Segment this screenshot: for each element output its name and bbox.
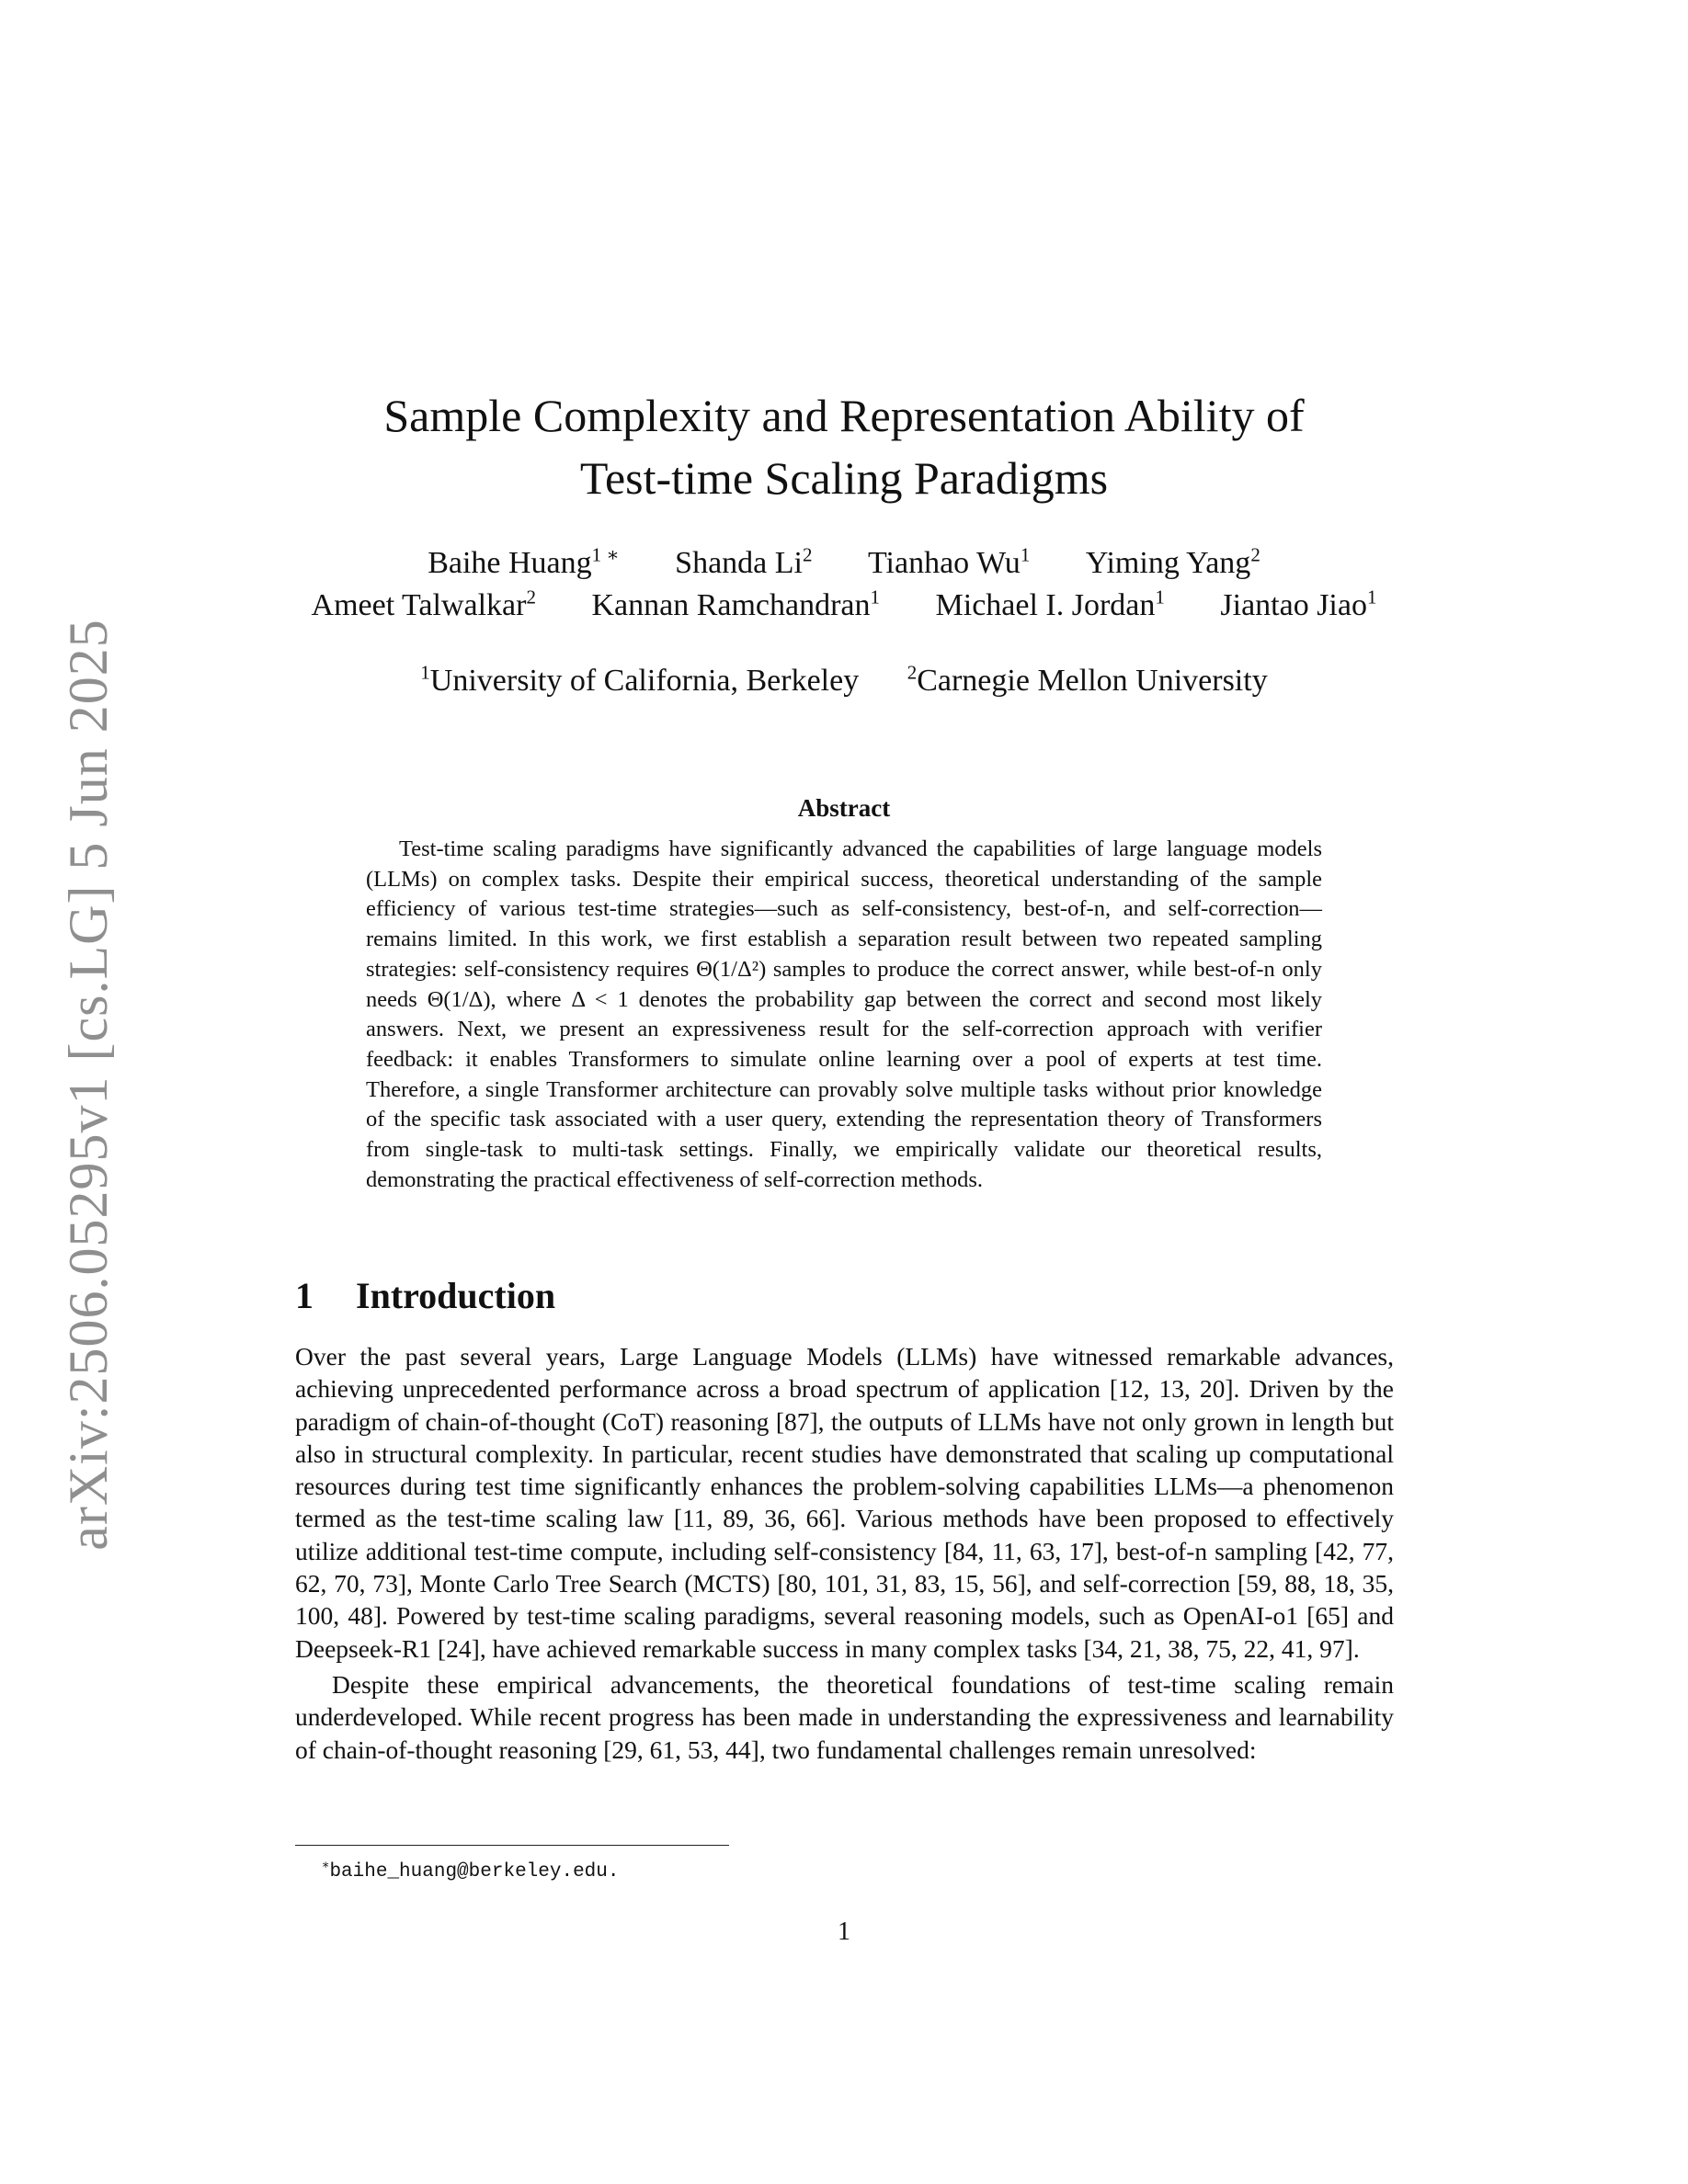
page-number: 1 — [838, 1917, 850, 1946]
section-title: Introduction — [356, 1275, 556, 1316]
footnote-divider — [295, 1845, 729, 1846]
author — [1220, 585, 1376, 627]
affiliation-mark: 2 — [907, 661, 918, 684]
affiliation — [420, 660, 859, 702]
author-name: Baihe Huang — [428, 546, 592, 580]
author-name: Yiming Yang — [1085, 546, 1251, 580]
author — [675, 542, 812, 585]
author — [428, 542, 619, 585]
abstract-text: Test-time scaling paradigms have significantly advanced the capabilities of large language models (LLMs) on complex tasks. Despite their empirical success, theoretical understanding of the sample efficiency of various test-time strategies—such as self-consistency, best-of-n, and self-correction—remains limited. In this work, we first establish a separation result between two repeated sampling strategies: self-consistency requires Θ(1/Δ²) samples to produce the correct answer, while best-of-n only needs Θ(1/Δ), where Δ < 1 denotes the probability gap between the correct and second most likely answers. Next, we present an expressiveness result for the self-correction approach with verifier feedback: it enables Transformers to simulate online learning over a pool of experts at test time. Therefore, a single Transformer architecture can provably solve multiple tasks without prior knowledge of the specific task associated with a user query, extending the representation theory of Transformers from single-task to multi-task settings. Finally, we empirically validate our theoretical results, demonstrating the practical effectiveness of self-correction methods. — [366, 836, 1322, 1192]
author-affiliation-mark: 1 — [1155, 586, 1165, 609]
author-row-1 — [0, 542, 1688, 585]
author — [1086, 542, 1260, 585]
author-name: Michael I. Jordan — [935, 588, 1156, 622]
author-affiliation-mark: 1 — [1020, 543, 1031, 566]
author-row-2 — [0, 585, 1688, 627]
author — [868, 542, 1030, 585]
introduction-body — [295, 1340, 1394, 1766]
affiliation-list — [0, 660, 1688, 702]
body-paragraph: Over the past several years, Large Language Models (LLMs) have witnessed remarkable advances, achieving unprecedented performance across a broad spectrum of application [12, 13, 20]. Driven by the paradigm of chain-of-thought (CoT) reasoning [87], the outputs of LLMs have not only grown in length but also in structural complexity. In particular, recent studies have demonstrated that scaling up computational resources during test time significantly enhances the problem-solving capabilities LLMs—a phenomenon termed as the test-time scaling law [11, 89, 36, 66]. Various methods have been proposed to effectively utilize additional test-time compute, including self-consistency [84, 11, 63, 17], best-of-n sampling [42, 77, 62, 70, 73], Monte Carlo Tree Search (MCTS) [80, 101, 31, 83, 15, 56], and self-correction [59, 88, 18, 35, 100, 48]. Powered by test-time scaling paradigms, several reasoning models, such as OpenAI-o1 [65] and Deepseek-R1 [24], have achieved remarkable success in many complex tasks [34, 21, 38, 75, 22, 41, 97]. — [295, 1342, 1394, 1663]
author-name: Jiantao Jiao — [1220, 588, 1367, 622]
paper-title-line-2: Test-time Scaling Paradigms — [579, 452, 1109, 504]
author-affiliation-mark: 1 — [1366, 586, 1377, 609]
abstract-heading: Abstract — [797, 794, 891, 822]
author-affiliation-mark: 1 ∗ — [591, 543, 620, 566]
author — [936, 585, 1165, 627]
affiliation-name: University of California, Berkeley — [429, 664, 860, 698]
section-number: 1 — [295, 1275, 314, 1316]
author-affiliation-mark: 2 — [802, 543, 813, 566]
author-name: Kannan Ramchandran — [591, 588, 871, 622]
affiliation-mark: 1 — [420, 661, 430, 684]
paper-title-line-1: Sample Complexity and Representation Ability of — [383, 390, 1305, 441]
section-heading — [295, 1272, 555, 1320]
affiliation — [907, 660, 1268, 702]
footnote-email: baihe_huang@berkeley.edu. — [329, 1861, 620, 1883]
author-name: Ameet Talwalkar — [311, 588, 527, 622]
body-paragraph: Despite these empirical advancements, the theoretical foundations of test-time scaling remain underdeveloped. While recent progress has been made in understanding the expressiveness and learnability of chain-of-thought reasoning [29, 61, 53, 44], two fundamental challenges remain unresolved: — [295, 1669, 1394, 1764]
author-affiliation-mark: 2 — [1250, 543, 1260, 566]
affiliation-name: Carnegie Mellon University — [917, 664, 1268, 698]
author-name: Shanda Li — [675, 546, 803, 580]
footnote — [322, 1853, 620, 1885]
footnote-mark: ∗ — [322, 1859, 330, 1873]
author-name: Tianhao Wu — [867, 546, 1021, 580]
paper-title — [0, 384, 1688, 509]
author-list — [0, 542, 1688, 627]
author-affiliation-mark: 1 — [870, 586, 881, 609]
author — [312, 585, 536, 627]
author — [591, 585, 880, 627]
arxiv-identifier: arXiv:2506.05295v1 [cs.LG] 5 Jun 2025 — [58, 619, 119, 1551]
author-affiliation-mark: 2 — [526, 586, 536, 609]
